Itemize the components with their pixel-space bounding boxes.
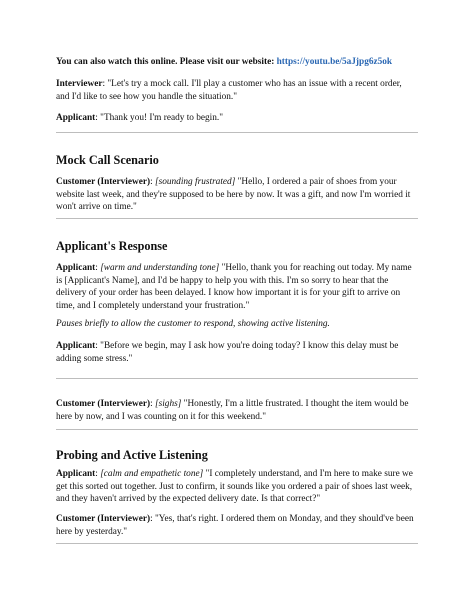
divider xyxy=(56,429,418,430)
divider xyxy=(56,378,418,379)
section-heading-response: Applicant's Response xyxy=(56,239,168,253)
youtube-link[interactable]: https://youtu.be/5aJjpg6z5ok xyxy=(276,57,393,67)
pause-note: Pauses briefly to allow the customer to respond, showing active listening. xyxy=(56,319,330,329)
speaker-applicant: Applicant xyxy=(56,263,96,273)
customer-reply: Customer (Interviewer): [sighs] "Honestly, I'm a little frustrated. I thought the item would be here by now, and I was counting on it for this weekend." xyxy=(56,399,409,422)
applicant-response: Applicant: [warm and understanding tone] "Hello, thank you for reaching out today. My name is [Applicant's Name], and I'd be happy to help you with this. I'm so sorry to hear that the delivery of your order has been delayed. I know how important it is for your gift to arrive on time, and I completely understand your frustration." xyxy=(56,263,412,311)
section-heading-probing: Probing and Active Listening xyxy=(56,448,208,462)
customer-confirmation: Customer (Interviewer): "Yes, that's right. I ordered them on Monday, and they should've been here by yesterday." xyxy=(56,514,414,537)
applicant-followup: Applicant: "Before we begin, may I ask how you're doing today? I know this delay must be adding some stress." xyxy=(56,341,399,364)
speaker-applicant: Applicant xyxy=(56,113,96,123)
divider xyxy=(56,132,418,133)
speaker-customer: Customer (Interviewer) xyxy=(56,399,151,409)
watch-online-line xyxy=(56,56,392,69)
speaker-interviewer: Interviewer xyxy=(56,79,103,89)
speaker-applicant: Applicant xyxy=(56,341,96,351)
interviewer-opening: Interviewer: "Let's try a mock call. I'll play a customer who has an issue with a recent order, and I'd like to see how you handle the situation." xyxy=(56,79,402,102)
customer-complaint: Customer (Interviewer): [sounding frustrated] "Hello, I ordered a pair of shoes from your website last week, and they're supposed to be here by now. It was a gift, and now I'm worried it won't arrive on time." xyxy=(56,177,411,213)
watch-online-text: You can also watch this online. Please visit our website: xyxy=(56,57,277,67)
section-heading-mock-call: Mock Call Scenario xyxy=(56,153,159,167)
speaker-customer: Customer (Interviewer) xyxy=(56,514,151,524)
speaker-applicant: Applicant xyxy=(56,469,96,479)
tone-note: [sighs] xyxy=(154,399,182,409)
tone-note: [calm and empathetic tone] xyxy=(100,469,204,479)
speaker-customer: Customer (Interviewer) xyxy=(56,177,151,187)
tone-note: [warm and understanding tone] xyxy=(100,263,220,273)
divider xyxy=(56,218,418,219)
applicant-ready: Applicant: "Thank you! I'm ready to begin." xyxy=(56,113,224,123)
tone-note: [sounding frustrated] xyxy=(154,177,236,187)
divider xyxy=(56,543,418,544)
applicant-probing: Applicant: [calm and empathetic tone] "I completely understand, and I'm here to make sure we get this sorted out together. Just to confirm, it sounds like you ordered a pair of shoes last week, and they haven't arrived by the expected delivery date. Is that correct?" xyxy=(56,469,413,505)
